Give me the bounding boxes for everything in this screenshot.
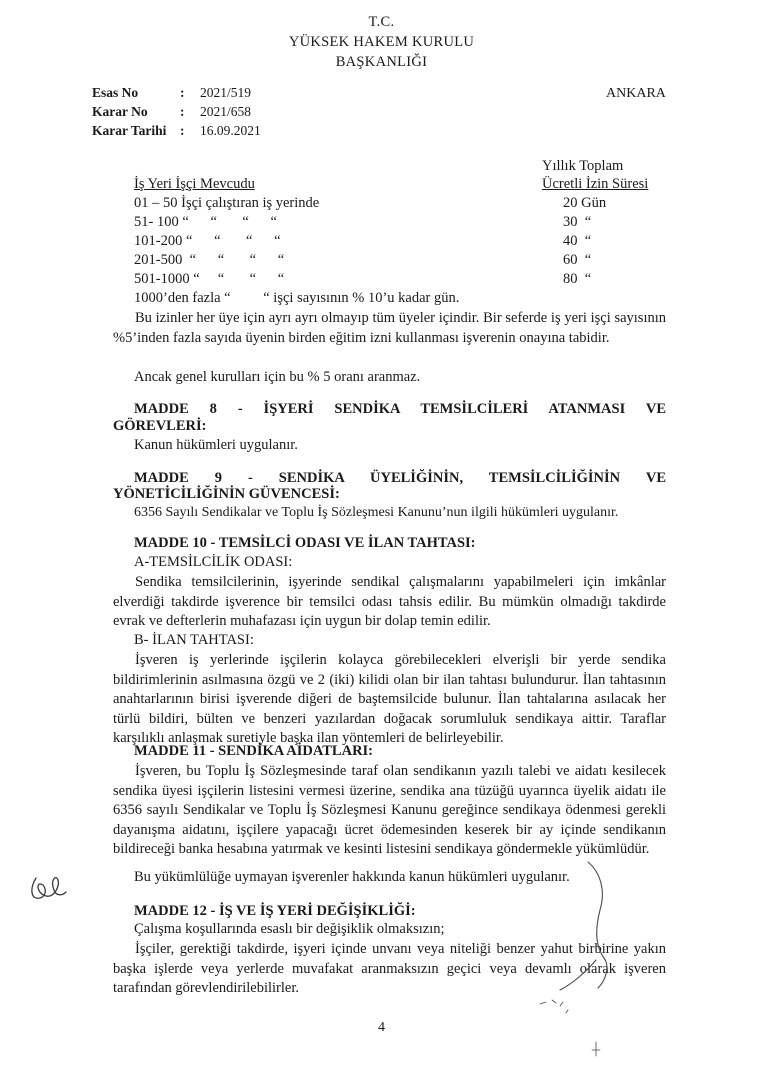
esas-colon: : bbox=[180, 85, 185, 100]
karar-colon: : bbox=[180, 104, 185, 119]
table-last-row: 1000’den fazla “ “ işçi sayısının % 10’u kadar gün. bbox=[134, 290, 460, 306]
margin-initials-mark bbox=[32, 878, 66, 899]
article-11-paragraph-2: Bu yükümlülüğe uymayan işverenler hakkında kanun hükümleri uygulanır. bbox=[134, 869, 570, 885]
table-row-range: 501-1000 “ “ “ “ bbox=[134, 271, 285, 287]
karar-value: 2021/658 bbox=[200, 104, 252, 119]
tarih-value: 16.09.2021 bbox=[200, 123, 261, 138]
table-row-days: 20 Gün bbox=[563, 195, 607, 211]
table-row-range: 01 – 50 İşçi çalıştıran iş yerinde bbox=[134, 195, 320, 211]
header-presidency: BAŞKANLIĞI bbox=[335, 54, 428, 70]
article-8-title-line1: MADDE 8 - İŞYERİ SENDİKA TEMSİLCİLERİ ATANMASI VE bbox=[134, 401, 666, 417]
tarih-label: Karar Tarihi bbox=[92, 123, 167, 138]
table-row-range: 101-200 “ “ “ “ bbox=[134, 233, 281, 249]
table-row-days: 30 “ bbox=[563, 214, 592, 230]
table-row-days: 40 “ bbox=[563, 233, 592, 249]
page-number: 4 bbox=[378, 1020, 385, 1035]
table-row-days: 60 “ bbox=[563, 252, 592, 268]
article-12-title: MADDE 12 - İŞ VE İŞ YERİ DEĞİŞİKLİĞİ: bbox=[134, 903, 416, 919]
paragraph-text: Bu izinler her üye için ayrı ayrı olmayıp tüm üyeler içindir. Bir seferde iş yeri işçi sayısının %5’inden fazla sayıda üyenin birden eğitim izni kullanması işverenin onayına tabidir. bbox=[113, 310, 666, 346]
col2-header-line2: Ücretli İzin Süresi bbox=[542, 176, 649, 192]
article-9-title-line2: YÖNETİCİLİĞİNİN GÜVENCESİ: bbox=[113, 486, 340, 502]
header-institution: YÜKSEK HAKEM KURULU bbox=[288, 34, 475, 50]
article-10-b-heading: B- İLAN TAHTASI: bbox=[134, 632, 254, 648]
city: ANKARA bbox=[606, 86, 666, 101]
col1-header: İş Yeri İşçi Mevcudu bbox=[134, 176, 255, 192]
article-9-text: 6356 Sayılı Sendikalar ve Toplu İş Sözleşmesi Kanunu’nun ilgili hükümleri uygulanır. bbox=[134, 505, 619, 520]
col2-header-line1: Yıllık Toplam bbox=[542, 158, 624, 174]
article-11-title: MADDE 11 - SENDİKA AİDATLARI: bbox=[134, 743, 374, 759]
table-row-days: 80 “ bbox=[563, 271, 592, 287]
table-row-range: 201-500 “ “ “ “ bbox=[134, 252, 285, 268]
tarih-colon: : bbox=[180, 123, 185, 138]
article-8-title-line2: GÖREVLERİ: bbox=[113, 418, 207, 434]
paragraph-text: İşveren, bu Toplu İş Sözleşmesinde taraf olan sendikanın yazılı talebi ve aidatı kesilecek sendika üyesi işçilerin listesini vermesi üzerine, sendika ana tüzüğü uyarınca üyelik aidatı ile 6356 sayılı Sendikalar ve Toplu İş Sözleşmesi Kanunu gereğince sendikaya ödenmesi gerekli dayanışma aidatını, işçilere yapacağı ücret ödemesinden keserek bir ay içinde sendikanın bildireceği banka hesabına yatırmak ve kesinti listesini sendikaya göndermekle yükümlüdür. bbox=[113, 763, 666, 858]
article-10-a-heading: A-TEMSİLCİLİK ODASI: bbox=[134, 554, 293, 570]
table-row-range: 51- 100 “ “ “ “ bbox=[134, 214, 277, 230]
article-8-text: Kanun hükümleri uygulanır. bbox=[134, 437, 298, 453]
esas-label: Esas No bbox=[92, 85, 139, 100]
signature-mark bbox=[540, 862, 607, 1056]
article-10-title: MADDE 10 - TEMSİLCİ ODASI VE İLAN TAHTASI: bbox=[134, 535, 476, 551]
karar-label: Karar No bbox=[92, 104, 148, 119]
article-12-text-1: Çalışma koşullarında esaslı bir değişiklik olmaksızın; bbox=[134, 921, 445, 937]
esas-value: 2021/519 bbox=[200, 85, 252, 100]
header-tc: T.C. bbox=[368, 14, 395, 30]
paragraph-text: İşveren iş yerlerinde işçilerin kolayca görebilecekleri elverişli bir yerde sendika bildirimlerinin asılmasına özgü ve 2 (iki) kilidi olan bir ilan tahtası bulundurur. İlan tahtasının anahtarlarının birisi işverende diğeri de baştemsilcide bulunur. İlan tahtalarına asılacak her türlü bildiri, bülten ve benzeri yazılardan doğacak sorumluluk sendikaya aittir. Taraflar karşılıklı anlaşmak suretiyle başka ilan yöntemleri de belirleyebilir. bbox=[113, 652, 666, 747]
paragraph-general-assembly: Ancak genel kurulları için bu % 5 oranı aranmaz. bbox=[134, 369, 421, 385]
article-9-title-line1: MADDE 9 - SENDİKA ÜYELİĞİNİN, TEMSİLCİLİĞİNİN VE bbox=[134, 470, 666, 486]
paragraph-text: Sendika temsilcilerinin, işyerinde sendikal çalışmalarını yapabilmeleri için imkânlar elverdiği takdirde işverence bir temsilci odası tahsis edilir. Bu mümkün olmadığı takdirde evrak ve defterlerin muhafazası için uygun bir dolap temin edilir. bbox=[113, 574, 666, 630]
paragraph-text: İşçiler, gerektiği takdirde, işyeri içinde unvanı veya niteliği benzer yahut birbirine yakın başka işlerde veya yerlerde muvafakat aranmaksızın geçici veya devamlı olarak işveren tarafından görevlendirilebilirler. bbox=[113, 941, 666, 997]
